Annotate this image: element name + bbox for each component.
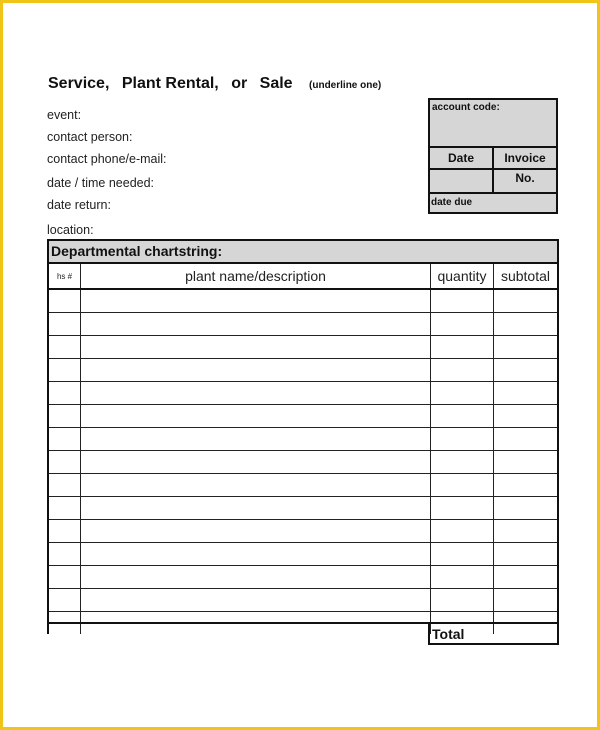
quantity-cell[interactable] [431, 474, 494, 496]
hs-cell[interactable] [49, 543, 81, 565]
subtotal-cell[interactable] [494, 428, 557, 450]
subtotal-cell[interactable] [494, 543, 557, 565]
subtotal-cell[interactable] [494, 566, 557, 588]
subtotal-cell[interactable] [494, 451, 557, 473]
description-cell[interactable] [81, 290, 431, 312]
description-cell[interactable] [81, 589, 431, 611]
divider [430, 168, 556, 170]
quantity-cell[interactable] [431, 359, 494, 381]
subtotal-cell[interactable] [494, 359, 557, 381]
quantity-cell[interactable] [431, 497, 494, 519]
account-code-label: account code: [432, 102, 500, 113]
quantity-cell[interactable] [431, 451, 494, 473]
table-row [49, 336, 557, 359]
hs-cell[interactable] [49, 451, 81, 473]
table-row [49, 313, 557, 336]
hs-cell[interactable] [49, 382, 81, 404]
hs-cell[interactable] [49, 359, 81, 381]
title-note: (underline one) [309, 80, 382, 91]
field-location[interactable]: location: [47, 223, 94, 237]
table-row [49, 451, 557, 474]
description-cell[interactable] [81, 566, 431, 588]
description-cell[interactable] [81, 359, 431, 381]
hs-cell[interactable] [49, 520, 81, 542]
table-row [49, 382, 557, 405]
account-box [428, 98, 558, 214]
field-event[interactable]: event: [47, 108, 82, 122]
column-header-description: plant name/description [81, 264, 431, 288]
quantity-cell[interactable] [431, 520, 494, 542]
field-contact-person[interactable]: contact person: [47, 130, 133, 144]
subtotal-cell[interactable] [494, 520, 557, 542]
plant-table [47, 239, 559, 634]
subtotal-cell[interactable] [494, 290, 557, 312]
table-row [49, 497, 557, 520]
form-title [48, 75, 381, 93]
title-plant-rental: Plant Rental, [121, 75, 219, 92]
title-or: or [231, 75, 248, 92]
field-contact-phone[interactable]: contact phone/e-mail: [47, 152, 167, 166]
column-header-hs: hs # [49, 264, 81, 288]
quantity-cell[interactable] [431, 405, 494, 427]
date-due-label: date due [431, 197, 473, 208]
subtotal-cell[interactable] [494, 589, 557, 611]
quantity-cell[interactable] [431, 336, 494, 358]
table-row [49, 359, 557, 382]
subtotal-cell[interactable] [494, 336, 557, 358]
divider [430, 192, 556, 194]
hs-cell[interactable] [49, 474, 81, 496]
description-cell[interactable] [81, 451, 431, 473]
description-cell[interactable] [81, 543, 431, 565]
column-header-subtotal: subtotal [500, 268, 551, 284]
invoice-no-header: Invoice No. [504, 151, 546, 185]
quantity-cell[interactable] [431, 428, 494, 450]
hs-cell[interactable] [49, 405, 81, 427]
description-cell[interactable] [81, 497, 431, 519]
quantity-cell[interactable] [431, 543, 494, 565]
subtotal-cell[interactable] [494, 497, 557, 519]
quantity-cell[interactable] [431, 566, 494, 588]
description-cell[interactable] [81, 405, 431, 427]
table-row [49, 405, 557, 428]
table-row [49, 474, 557, 497]
table-row [49, 520, 557, 543]
subtotal-cell[interactable] [494, 313, 557, 335]
date-header: Date [447, 151, 474, 165]
table-row [49, 566, 557, 589]
description-cell[interactable] [81, 313, 431, 335]
hs-cell[interactable] [49, 428, 81, 450]
divider [492, 148, 494, 192]
description-cell[interactable] [81, 382, 431, 404]
hs-cell[interactable] [49, 313, 81, 335]
table-row [49, 290, 557, 313]
table-row [49, 428, 557, 451]
table-row [49, 589, 557, 612]
hs-cell[interactable] [49, 589, 81, 611]
description-cell[interactable] [81, 428, 431, 450]
quantity-cell[interactable] [431, 313, 494, 335]
hs-cell[interactable] [49, 336, 81, 358]
subtotal-cell[interactable] [494, 474, 557, 496]
hs-cell[interactable] [49, 290, 81, 312]
description-cell[interactable] [81, 336, 431, 358]
chartstring-header: Departmental chartstring: [49, 241, 557, 264]
quantity-cell[interactable] [431, 290, 494, 312]
quantity-cell[interactable] [431, 382, 494, 404]
field-date-needed[interactable]: date / time needed: [47, 176, 155, 190]
subtotal-cell[interactable] [494, 405, 557, 427]
title-sale: Sale [259, 75, 293, 92]
hs-cell[interactable] [49, 497, 81, 519]
total-cell: Total [428, 624, 559, 645]
field-date-return[interactable]: date return: [47, 198, 111, 212]
table-header-row [49, 264, 557, 290]
title-service: Service, [48, 75, 110, 92]
hs-cell[interactable] [49, 566, 81, 588]
table-row [49, 543, 557, 566]
column-header-quantity: quantity [431, 264, 494, 288]
quantity-cell[interactable] [431, 589, 494, 611]
subtotal-cell[interactable] [494, 382, 557, 404]
description-cell[interactable] [81, 474, 431, 496]
description-cell[interactable] [81, 520, 431, 542]
